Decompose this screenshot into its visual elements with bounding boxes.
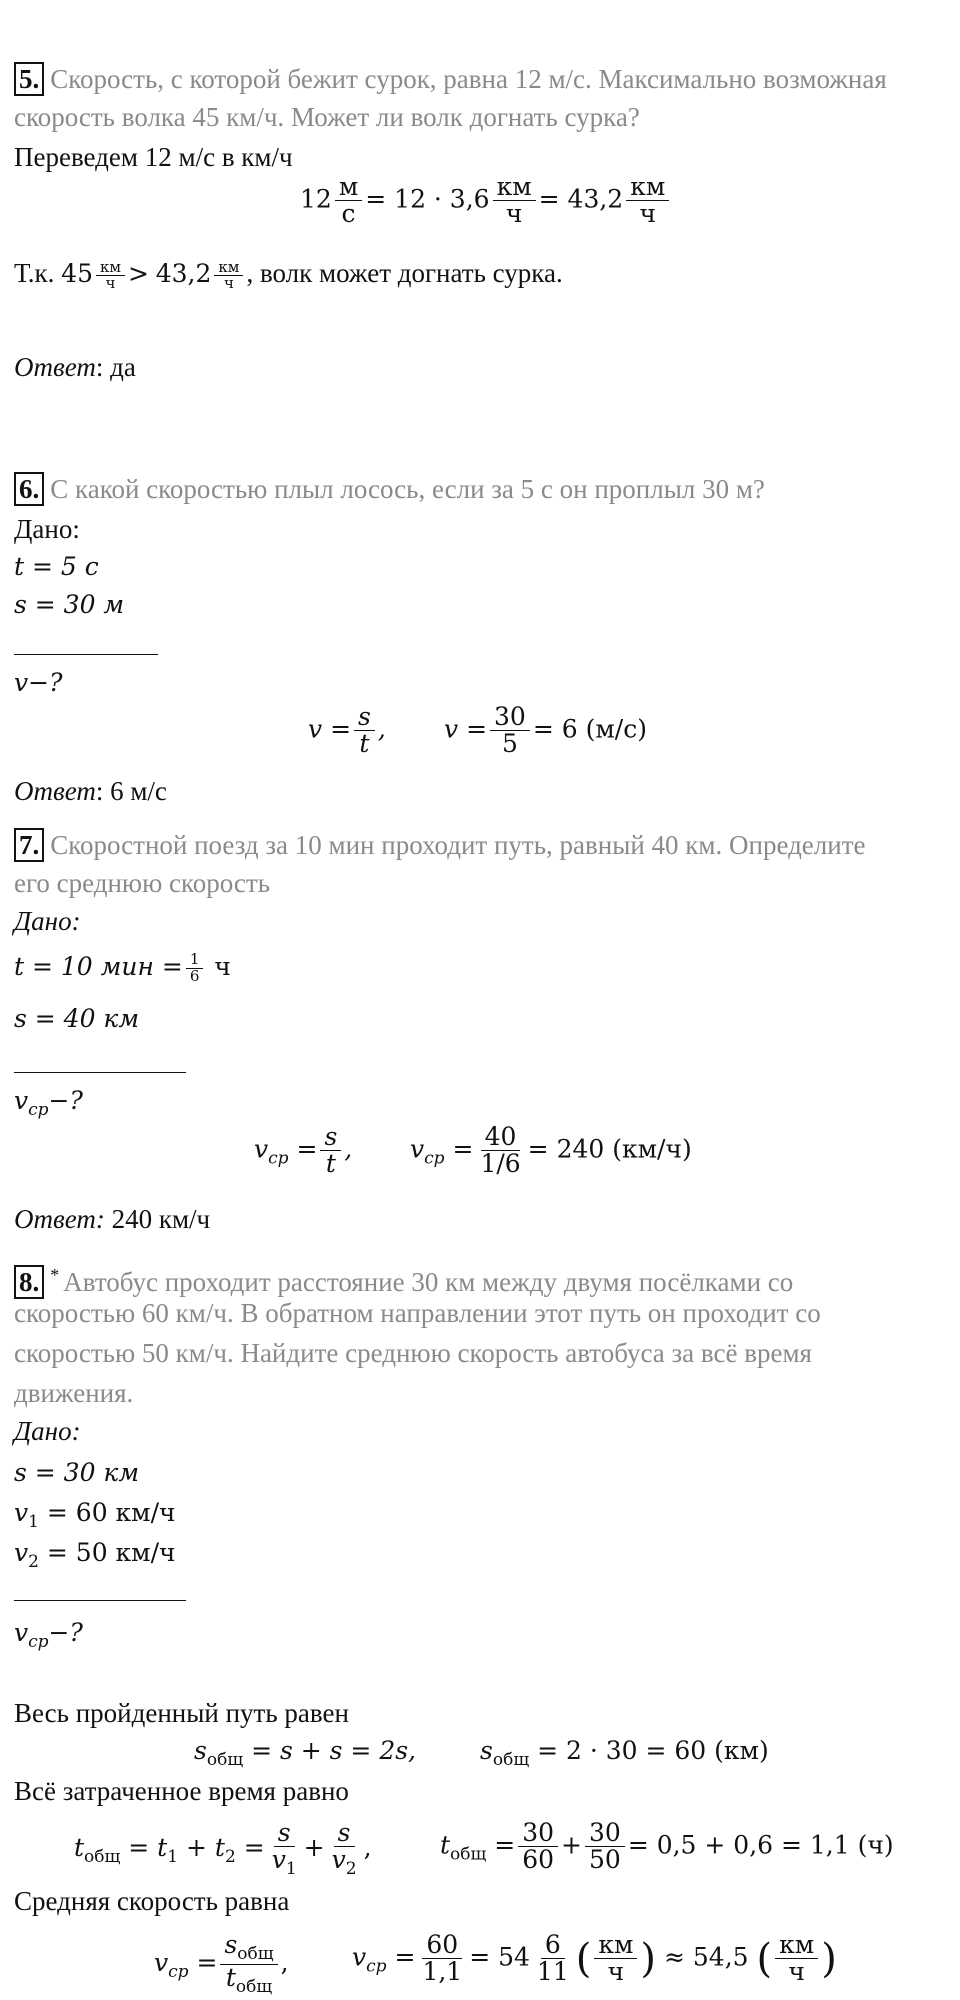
formula-7-a: $v_{ср}$ = $\frac{s}{t}$ , — [254, 1122, 353, 1179]
find-8: $v_{ср}-$? — [14, 1618, 83, 1652]
given-label-7: Дано: — [14, 906, 81, 936]
problem-7-statement: 7. Скоростной поезд за 10 мин проходит путь, равный 40 км. Определите — [14, 826, 866, 864]
given-speed2-8: $v_2 = 50$ км/ч — [14, 1538, 176, 1572]
average-speed-text: Средняя скорость равна — [14, 1886, 290, 1916]
problem-5-statement-line2: скорость волка 45 км/ч. Может ли волк догнать сурка? — [14, 102, 640, 132]
given-time-7: t = 10 мин = $\frac{1}{6}$ ч — [14, 950, 231, 985]
problem-8-statement-line3: скоростью 50 км/ч. Найдите среднюю скорость автобуса за всё время — [14, 1338, 812, 1368]
problem-number-8: 8. — [14, 1265, 44, 1299]
find-6: v−? — [14, 668, 63, 697]
given-distance-6: s = 30 м — [14, 590, 125, 619]
total-time-text: Всё затраченное время равно — [14, 1776, 349, 1806]
formula-6-a: v = $\frac{s}{t}$ , — [308, 702, 386, 759]
total-path-eq-b: $s_{общ} = 2 \cdot 30 = 60$ (км) — [480, 1736, 769, 1770]
conversion-intro: Переведем 12 м/с в км/ч — [14, 142, 293, 172]
problem-number-6: 6. — [14, 472, 44, 506]
divider-7 — [14, 1072, 186, 1073]
problem-number-5: 5. — [14, 62, 44, 96]
divider-8 — [14, 1600, 186, 1601]
total-path-eq-a: $s_{общ} = s + s = 2s$, — [194, 1736, 416, 1770]
formula-7-b: $v_{ср}$ = $\frac{40}{1/6}$ = 240 (км/ч) — [410, 1122, 692, 1179]
given-label-6: Дано: — [14, 514, 80, 544]
total-time-eq-b: $t_{общ}$ = $\frac{30}{60}$ + $\frac{30}{50}$ = 0,5 + 0,6 = 1,1 (ч) — [440, 1818, 894, 1875]
given-label-8: Дано: — [14, 1416, 81, 1446]
problem-8-statement: 8. * Автобус проходит расстояние 30 км между двумя посёлками со — [14, 1256, 793, 1301]
find-7: $v_{ср}-$? — [14, 1086, 83, 1120]
conversion-equation: 12 $\frac{м}{с}$ = 12 · 3,6 $\frac{км}{ч}$ = 43,2 $\frac{км}{ч}$ — [300, 174, 672, 228]
formula-6-b: v = $\frac{30}{5}$ = 6 (м/с) — [444, 702, 647, 759]
problem-8-statement-line4: движения. — [14, 1378, 134, 1408]
given-speed1-8: $v_1 = 60$ км/ч — [14, 1498, 176, 1532]
total-path-text: Весь пройденный путь равен — [14, 1698, 349, 1728]
answer-7: Ответ: 240 км/ч — [14, 1204, 211, 1234]
average-speed-eq-b: $v_{ср}$ = $\frac{60}{1,1}$ = 54 $\frac{6}{11}$ ( $\frac{км}{ч}$ ) ≈ 54,5 ( $\frac{км}{ч}$ ) — [352, 1930, 837, 1987]
given-distance-7: s = 40 км — [14, 1004, 140, 1033]
comparison-line: Т.к. 45 $\frac{км}{ч}$ > 43,2 $\frac{км}{ч}$ , волк может догнать сурка. — [14, 257, 563, 293]
total-time-eq-a: $t_{общ} = t_1 + t_2$ = $\frac{s}{v_1}$ + $\frac{s}{v_2}$ , — [74, 1818, 372, 1880]
answer-5: Ответ: да — [14, 352, 136, 382]
problem-5-statement: 5. Скорость, с которой бежит сурок, равна 12 м/с. Максимально возможная — [14, 60, 887, 98]
divider-6 — [14, 654, 158, 655]
problem-8-statement-line2: скоростью 60 км/ч. В обратном направлении этот путь он проходит со — [14, 1298, 821, 1328]
given-time-6: t = 5 с — [14, 552, 99, 581]
problem-number-7: 7. — [14, 828, 44, 862]
average-speed-eq-a: $v_{ср}$ = $\frac{s_{общ}}{t_{общ}}$ , — [154, 1930, 289, 1997]
answer-6: Ответ: 6 м/с — [14, 776, 167, 806]
given-distance-8: s = 30 км — [14, 1458, 140, 1487]
problem-7-statement-line2: его среднюю скорость — [14, 868, 271, 898]
problem-6-statement: 6. С какой скоростью плыл лосось, если за 5 с он проплыл 30 м? — [14, 470, 765, 508]
